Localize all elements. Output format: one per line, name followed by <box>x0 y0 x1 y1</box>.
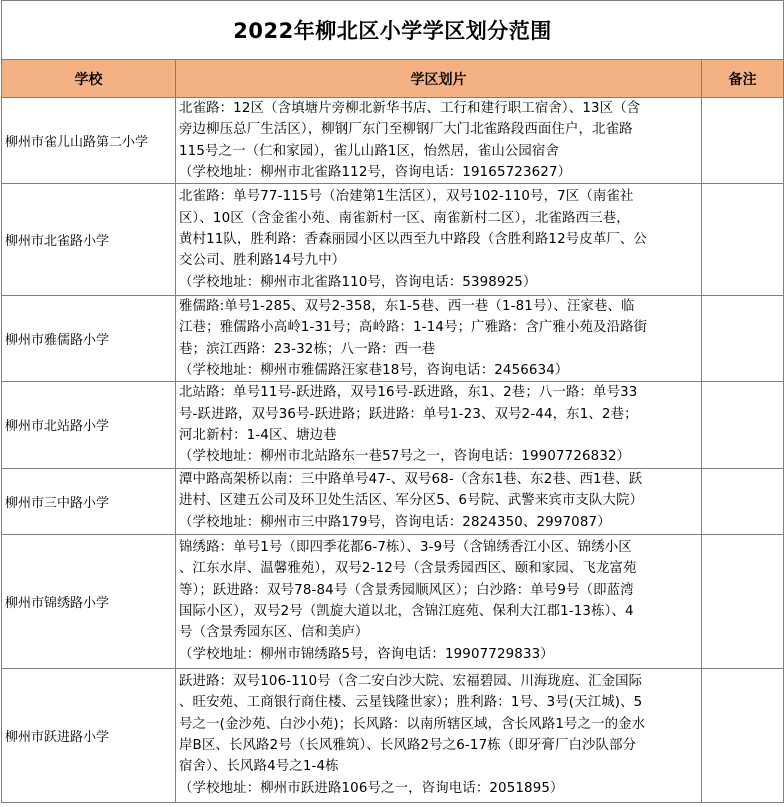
district-line: 岸B区、长风路2号（长风雅筑）、长风路2号之6-17栋（即牙膏厂白沙队部分 <box>179 738 637 754</box>
district-line: 宿舍）、长风路4号之1-4栋 <box>179 759 339 775</box>
district-range <box>176 468 702 534</box>
school-name: 柳州市锦绣路小学 <box>2 534 176 668</box>
district-line: 号-跃进路，双号36号-跃进路；跃进路：单号1-23、双号2-44，东1、2巷； <box>179 406 638 422</box>
district-line: 号（含景秀园东区、信和美庐） <box>179 625 369 641</box>
district-range <box>176 382 702 468</box>
header-school: 学校 <box>2 60 176 98</box>
district-line: 进村、区建五公司及环卫处生活区、军分区5、6号院、武警来宾市支队大院） <box>179 493 644 509</box>
district-line: 旁边柳压总厂生活区），柳钢厂东门至柳钢厂大门北雀路段西面住户，北雀路 <box>179 122 633 138</box>
page-title: 2022年柳北区小学学区划分范围 <box>2 1 784 60</box>
school-name: 柳州市跃进路小学 <box>2 668 176 802</box>
district-range <box>176 98 702 184</box>
table-row <box>2 468 784 534</box>
district-line: 江巷；雅儒路小高岭1-31号；高岭路：1-14号；广雅路：含广雅小苑及沿路街 <box>179 320 648 336</box>
district-line: （学校地址：柳州市锦绣路5号，咨询电话：19907729833） <box>179 646 554 662</box>
note-cell <box>702 382 784 468</box>
table-row <box>2 184 784 296</box>
school-name: 柳州市雀儿山路第二小学 <box>2 98 176 184</box>
district-line: 巷；滨江西路：23-32栋；八一路：西一巷 <box>179 341 436 357</box>
district-range <box>176 534 702 668</box>
district-line: 号之一(金沙苑、白沙小苑)；长风路：以南所辖区域，含长风路1号之一的金水 <box>179 716 646 732</box>
header-zone: 学区划片 <box>176 60 702 98</box>
district-range <box>176 668 702 802</box>
note-cell <box>702 98 784 184</box>
district-line: （学校地址：柳州市雅儒路汪家巷18号，咨询电话：2456634） <box>179 363 569 379</box>
district-line: 区）、10区（含金雀小苑、南雀新村一区、南雀新村二区），北雀路西三巷， <box>179 210 630 226</box>
table-row <box>2 534 784 668</box>
note-cell <box>702 534 784 668</box>
district-line: 潭中路高架桥以南：三中路单号47-、双号68-（含东1巷、东2巷、西1巷、跃 <box>179 472 643 488</box>
district-line: 雅儒路:单号1-285、双号2-358，东1-5巷、西一巷（1-81号）、汪家巷、临 <box>179 299 635 315</box>
district-line: 北雀路：12区（含填塘片旁柳北新华书店、工行和建行职工宿舍）、13区（含 <box>179 101 641 116</box>
district-range <box>176 296 702 382</box>
district-line: （学校地址：柳州市北雀路110号，咨询电话：5398925） <box>179 274 537 290</box>
table-row <box>2 98 784 184</box>
district-line: 国际小区），双号2号（凯旋大道以北，含锦江庭苑、保利大江郡1-13栋）、4 <box>179 604 634 620</box>
district-line: （学校地址：柳州市三中路179号，咨询电话：2824350、2997087） <box>179 514 611 530</box>
district-line: 河北新村：1-4区、塘边巷 <box>179 427 337 443</box>
table-row <box>2 382 784 468</box>
district-line: 锦绣路：单号1号（即四季花都6-7栋）、3-9号（含锦绣香江小区、锦绣小区 <box>179 540 632 556</box>
header-note: 备注 <box>702 60 784 98</box>
title-row <box>2 1 784 60</box>
district-line: 北站路：单号11号-跃进路，双号16号-跃进路，东1、2巷；八一路：单号33 <box>179 385 638 401</box>
school-name: 柳州市北站路小学 <box>2 382 176 468</box>
table-row <box>2 668 784 802</box>
district-line: 黄村11队，胜利路：香森丽园小区以西至九中路段（含胜利路12号皮革厂、公 <box>179 232 647 248</box>
district-range <box>176 184 702 296</box>
note-cell <box>702 468 784 534</box>
district-line: 115号之一（仁和家园），雀儿山路1区，怡然居，雀山公园宿舍 <box>179 143 560 159</box>
district-line: 等）；跃进路：双号78-84号（含景秀园顺风区）；白沙路：单号9号（即蓝湾 <box>179 582 634 598</box>
district-line: （学校地址：柳州市北雀路112号，咨询电话：19165723627） <box>179 164 572 180</box>
note-cell <box>702 296 784 382</box>
district-line: （学校地址：柳州市跃进路106号之一，咨询电话：2051895） <box>179 780 564 796</box>
school-district-table <box>1 0 784 803</box>
district-line: （学校地址：柳州市北站路东一巷57号之一，咨询电话：19907726832） <box>179 449 631 465</box>
district-line: 交公司、胜利路14号九中） <box>179 253 346 269</box>
school-name: 柳州市三中路小学 <box>2 468 176 534</box>
district-line: 、江东水岸、温馨雅苑），双号2-12号（含景秀园西区、颐和家园、飞龙富苑 <box>179 561 637 577</box>
note-cell <box>702 668 784 802</box>
header-row <box>2 60 784 98</box>
district-line: 跃进路：双号106-110号（含二安白沙大院、宏福碧园、川海珑庭、汇金国际 <box>179 674 643 690</box>
school-name: 柳州市北雀路小学 <box>2 184 176 296</box>
district-line: 北雀路：单号77-115号（冶建第1生活区），双号102-110号，7区（南雀社 <box>179 189 634 205</box>
note-cell <box>702 184 784 296</box>
district-line: 、旺安苑、工商银行商住楼、云星钱隆世家）；胜利路：1号、3号(天江城)、5 <box>179 695 643 711</box>
table-row <box>2 296 784 382</box>
school-name: 柳州市雅儒路小学 <box>2 296 176 382</box>
